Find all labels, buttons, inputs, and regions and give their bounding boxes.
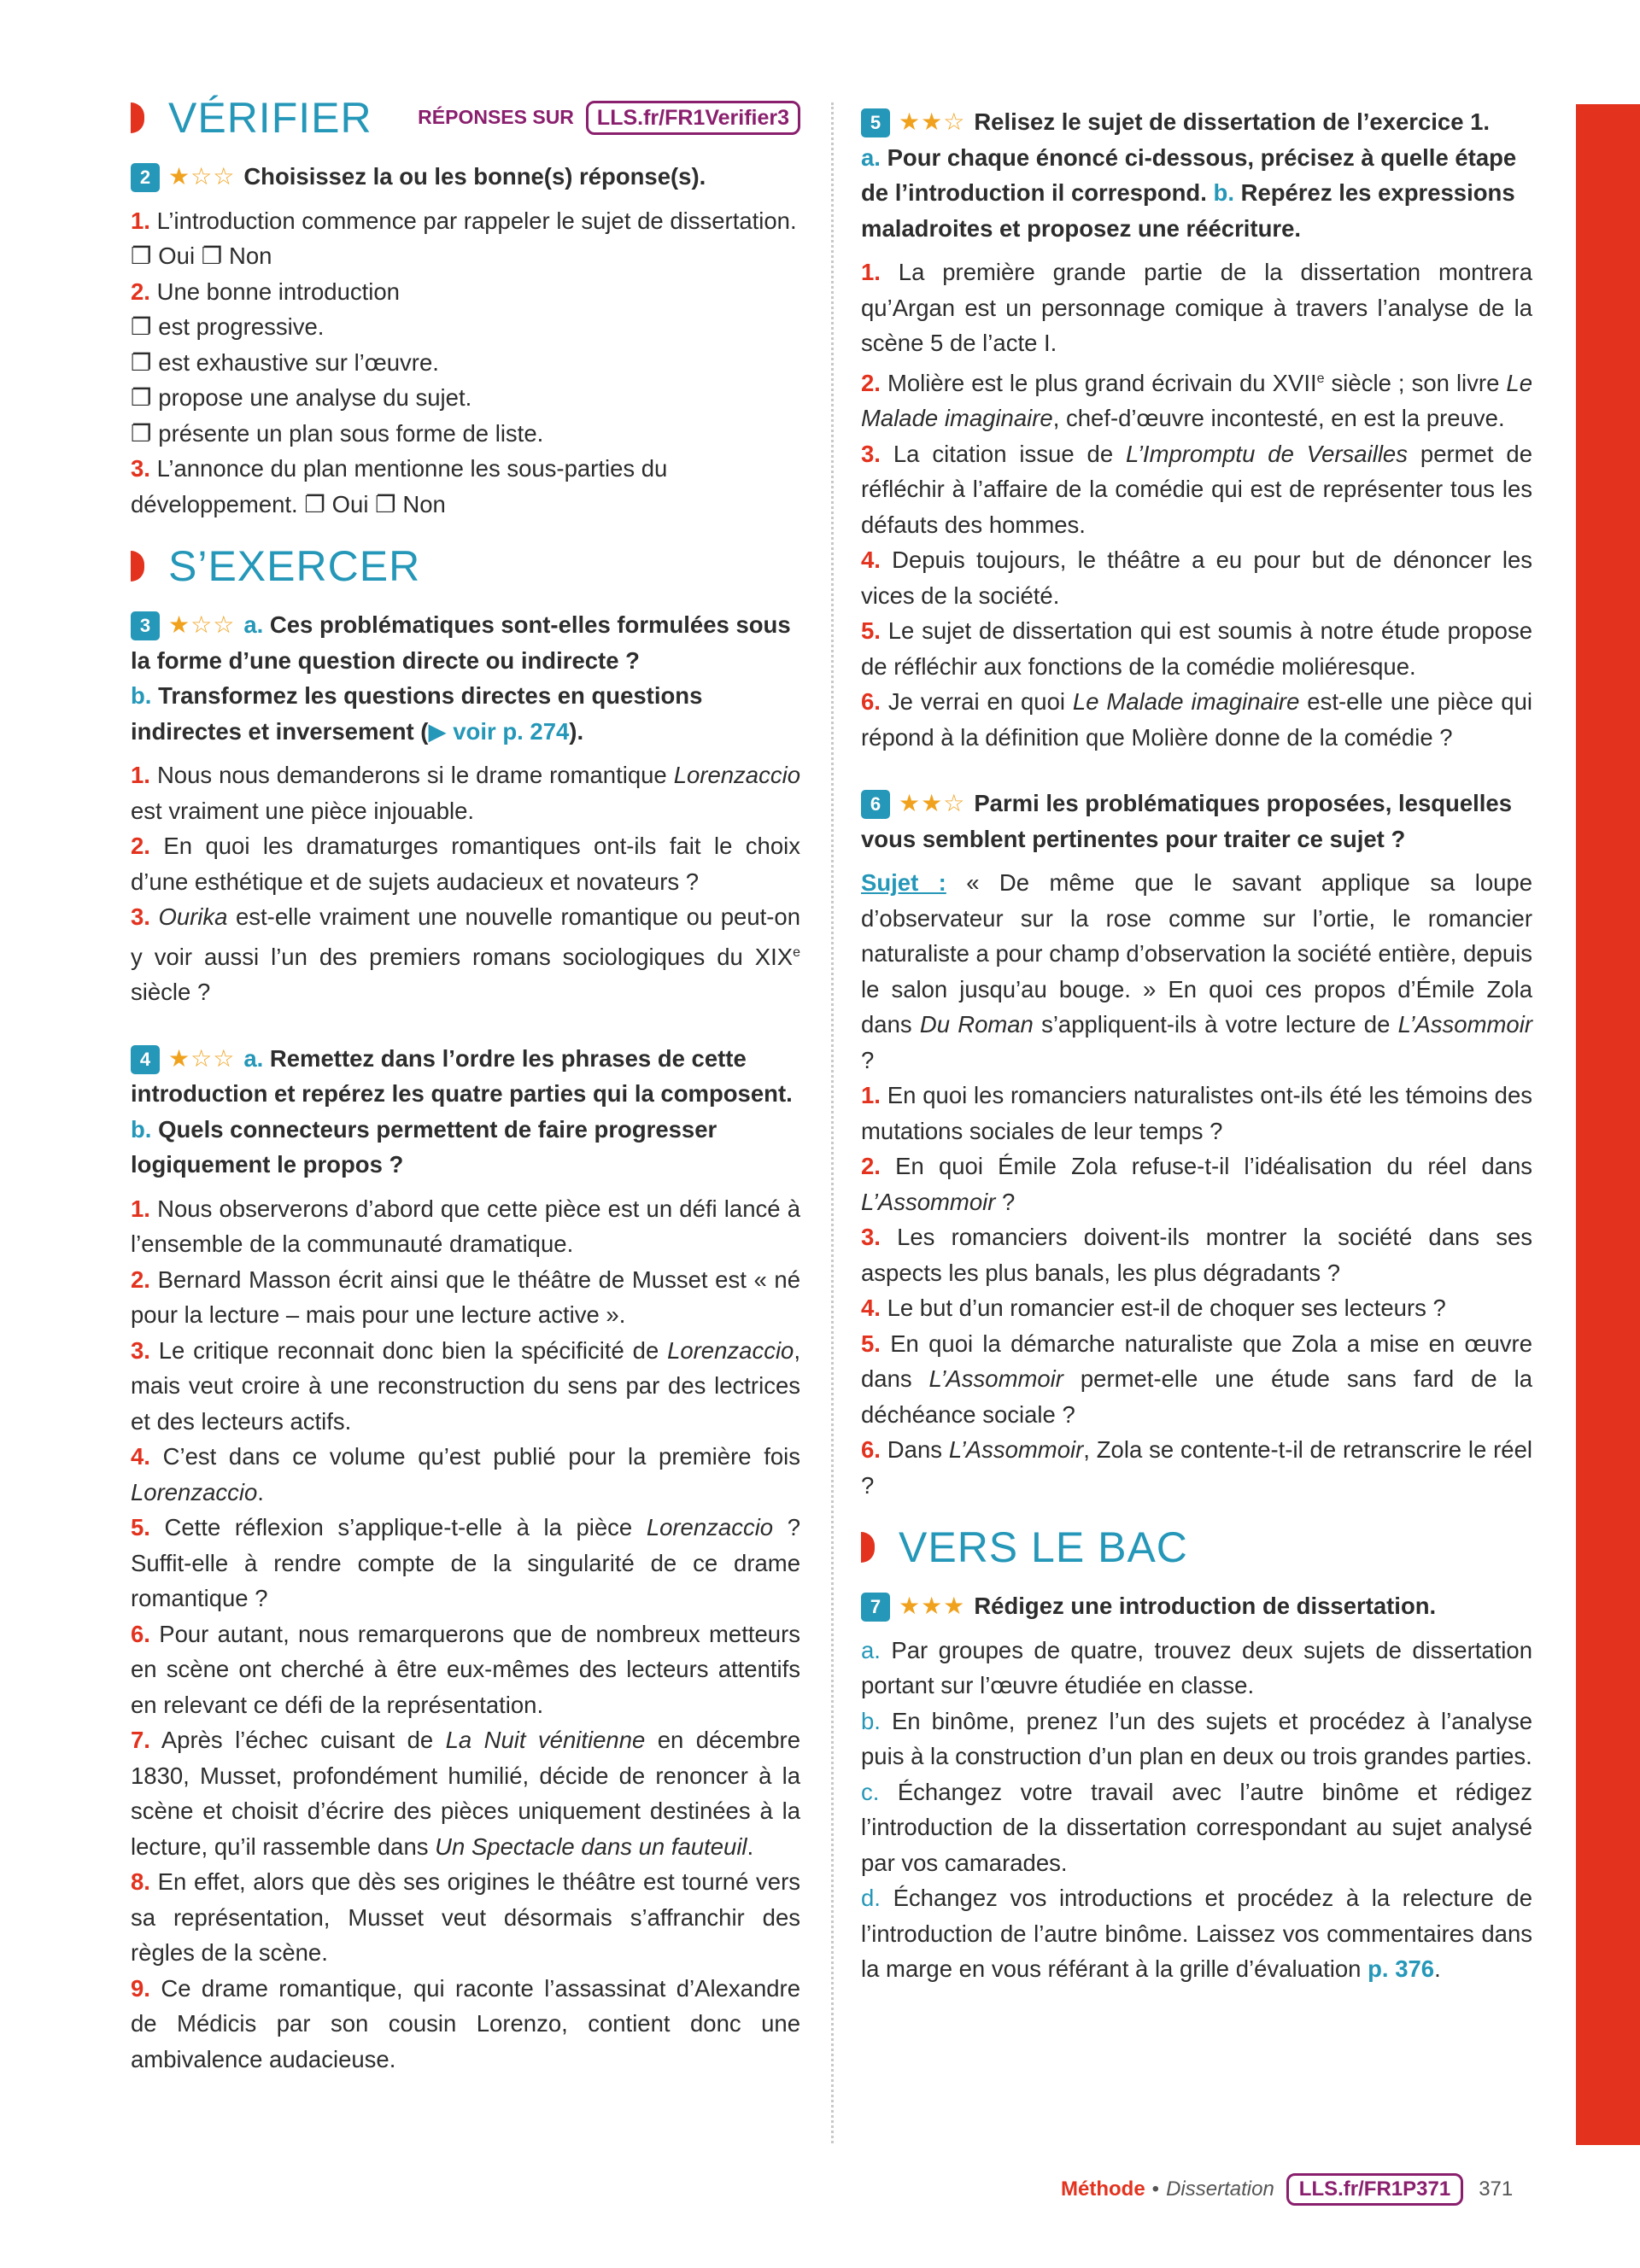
exercise-number-badge: 5: [861, 108, 890, 137]
section-bac-header: [861, 1522, 1532, 1573]
column-divider: [831, 102, 834, 2143]
list-item: 4. Le but d’un romancier est-il de choquer ses lecteurs ?: [861, 1295, 1446, 1322]
page-reference-link[interactable]: p. 376: [1368, 1955, 1435, 1983]
list-item: 8. En effet, alors que dès ses origines le théâtre est tourné vers sa représentation, Musset veut désormais s’affranchir des règles de la scène.: [131, 1868, 801, 1967]
checkbox-option[interactable]: ❐ est progressive.: [131, 313, 325, 340]
exercise-6-header: 6 ★★☆ Parmi les problématiques proposées, lesquelles vous semblent pertinentes pour traiter ce sujet ?: [861, 790, 1512, 852]
page-footer: [1061, 2173, 1513, 2206]
list-item: 4. C’est dans ce volume qu’est publié pour la première fois Lorenzaccio.: [131, 1443, 800, 1505]
list-item: 1. En quoi les romanciers naturalistes ont-ils été les témoins des mutations sociales de leur temps ?: [861, 1082, 1532, 1144]
section-marker-icon: [861, 1532, 875, 1563]
list-item: d. Échangez vos introductions et procédez à la relecture de l’introduction de l’autre binôme. Laissez vos commentaires dans la marge en vous référant à la grille d’évaluation p. 376.: [861, 1885, 1533, 1983]
exercise-number-badge: 6: [861, 790, 890, 819]
list-item: 9. Ce drame romantique, qui raconte l’assassinat d’Alexandre de Médicis par son cousin Lorenzo, contient donc une ambivalence audacieuse.: [131, 1974, 801, 2072]
list-item: 5. Cette réflexion s’applique-t-elle à la pièce Lorenzaccio ? Suffit-elle à rendre compte de la singularité de ce drame romantique ?: [131, 1514, 800, 1612]
reponses-label: RÉPONSES SUR: [418, 106, 574, 129]
list-item: 7. Après l’échec cuisant de La Nuit vénitienne en décembre 1830, Musset, profondément humilié, décide de renoncer à la scène et choisit d’écrire des pièces uniquement destinées à la lecture, qu’il rassemble dans Un Spectacle dans un fauteuil.: [131, 1727, 800, 1860]
list-item: 6. Pour autant, nous remarquerons que de nombreux metteurs en scène ont cherché à être eux-mêmes des lecteurs attentifs en relevant ce défi de la représentation.: [131, 1620, 801, 1718]
list-item: 2. En quoi Émile Zola refuse-t-il l’idéalisation du réel dans L’Assommoir ?: [861, 1153, 1532, 1215]
difficulty-stars-icon: ★☆☆: [168, 163, 236, 190]
difficulty-stars-icon: ★☆☆: [168, 1044, 236, 1072]
question-3: 3. L’annonce du plan mentionne les sous-parties du développement. ❐ Oui ❐ Non: [131, 455, 668, 517]
list-item: 6. Je verrai en quoi Le Malade imaginaire est-elle une pièce qui répond à la définition que Molière donne de la comédie ?: [861, 688, 1533, 751]
difficulty-stars-icon: ★★★: [899, 1593, 966, 1620]
section-exercer-header: [131, 541, 800, 592]
list-item: b. En binôme, prenez l’un des sujets et procédez à l’analyse puis à la construction d’un plan en deux ou trois grandes parties.: [861, 1707, 1532, 1770]
exercise-4-header: 4 ★☆☆ a. Remettez dans l’ordre les phrases de cette introduction et repérez les quatre parties qui la composent. b. Quels connecteurs permettent de faire progresser logiquement le propos ?: [131, 1044, 793, 1178]
list-item: 2. Bernard Masson écrit ainsi que le théâtre de Musset est « né pour la lecture – mais pour une lecture active ».: [131, 1266, 801, 1329]
exercise-5-header: 5 ★★☆ Relisez le sujet de dissertation de l’exercice 1. a. Pour chaque énoncé ci-dessous, précisez à quelle étape de l’introduction il correspond. b. Repérez les expressions maladroites et proposez une réécriture.: [861, 108, 1517, 242]
exercise-number-badge: 3: [131, 611, 160, 640]
footer-methode: Méthode: [1061, 2177, 1145, 2201]
list-item: 1. La première grande partie de la dissertation montrera qu’Argan est un personnage comique à travers l’analyse de la scène 5 de l’acte I.: [861, 259, 1532, 356]
exercise-instruction: Choisissez la ou les bonne(s) réponse(s).: [243, 163, 706, 190]
section-title: VÉRIFIER: [168, 94, 372, 142]
question-1: 1. L’introduction commence par rappeler le sujet de dissertation. ❐ Oui ❐ Non: [131, 207, 797, 269]
section-title: VERS LE BAC: [899, 1523, 1188, 1572]
page-edge-red-band: [1576, 104, 1640, 2145]
section-verifier-header: [131, 92, 800, 143]
list-item: 3. Le critique reconnait donc bien la spécificité de Lorenzaccio, mais veut croire à une reconstruction du sens par des lectrices et des lecteurs actifs.: [131, 1336, 800, 1435]
exercise-number-badge: 7: [861, 1593, 890, 1622]
right-column: [861, 92, 1532, 1987]
list-item: 3. Les romanciers doivent-ils montrer la société dans ses aspects les plus banals, les plus dégradants ?: [861, 1224, 1533, 1286]
list-item: 4. Depuis toujours, le théâtre a eu pour but de dénoncer les vices de la société.: [861, 547, 1532, 609]
sujet-paragraph: Sujet : « De même que le savant applique sa loupe d’observateur sur la rose comme sur l’ortie, le romancier naturaliste a pour champ d’observation la société entière, depuis le salon jusqu’au bouge. » En quoi ces propos d’Émile Zola dans Du Roman s’appliquent-ils à votre lecture de L’Assommoir ?: [861, 869, 1532, 1073]
list-item: 3. La citation issue de L’Impromptu de Versailles permet de réfléchir à l’affaire de la comédie qui est de représenter tous les défauts des hommes.: [861, 440, 1532, 538]
difficulty-stars-icon: ★★☆: [899, 790, 966, 817]
checkbox-option[interactable]: ❐ présente un plan sous forme de liste.: [131, 419, 544, 447]
section-marker-icon: [131, 102, 144, 133]
list-item: 1. Nous observerons d’abord que cette pièce est un défi lancé à l’ensemble de la communauté dramatique.: [131, 1195, 801, 1258]
list-item: 1. Nous nous demanderons si le drame romantique Lorenzaccio est vraiment une pièce injouable.: [131, 762, 800, 824]
question-2: 2. Une bonne introduction: [131, 278, 400, 305]
exercise-number-badge: 4: [131, 1045, 160, 1074]
difficulty-stars-icon: ★★☆: [899, 108, 966, 135]
section-title: S’EXERCER: [168, 542, 421, 590]
left-column: [131, 92, 800, 2077]
section-marker-icon: [131, 551, 144, 582]
exercise-7-header: 7 ★★★ Rédigez une introduction de dissertation.: [861, 1588, 1532, 1624]
footer-link[interactable]: LLS.fr/FR1P371: [1286, 2173, 1463, 2206]
reponses-link[interactable]: LLS.fr/FR1Verifier3: [586, 101, 800, 135]
list-item: a. Par groupes de quatre, trouvez deux sujets de dissertation portant sur l’œuvre étudiée en classe.: [861, 1636, 1533, 1699]
list-item: 2. En quoi les dramaturges romantiques ont-ils fait le choix d’une esthétique et de sujets audacieux et novateurs ?: [131, 833, 800, 895]
checkbox-option[interactable]: ❐ est exhaustive sur l’œuvre.: [131, 348, 439, 376]
list-item: c. Échangez votre travail avec l’autre binôme et rédigez l’introduction de la dissertation correspondant au sujet analysé par vos camarades.: [861, 1778, 1532, 1876]
exercise-2-header: [131, 159, 800, 195]
list-item: 2. Molière est le plus grand écrivain du XVIIe siècle ; son livre Le Malade imaginaire, chef-d’œuvre incontesté, en est la preuve.: [861, 369, 1533, 432]
page-number: 371: [1479, 2177, 1514, 2201]
exercise-3-header: 3 ★☆☆ a. Ces problématiques sont-elles formulées sous la forme d’une question directe ou indirecte ? b. Transformez les questions directes en questions indirectes et inversement (▶ voir p. 274).: [131, 611, 791, 745]
list-item: 3. Ourika est-elle vraiment une nouvelle romantique ou peut-on y voir aussi l’un des premiers romans sociologiques du XIXe siècle ?: [131, 903, 801, 1006]
checkbox-option[interactable]: ❐ propose une analyse du sujet.: [131, 384, 472, 411]
exercise-number-badge: 2: [131, 163, 160, 192]
list-item: 6. Dans L’Assommoir, Zola se contente-t-il de retranscrire le réel ?: [861, 1436, 1533, 1499]
footer-discipline: Dissertation: [1166, 2177, 1274, 2201]
page-reference-link[interactable]: ▶ voir p. 274: [428, 717, 570, 745]
difficulty-stars-icon: ★☆☆: [168, 611, 236, 638]
footer-separator: •: [1151, 2177, 1160, 2201]
list-item: 5. En quoi la démarche naturaliste que Zola a mise en œuvre dans L’Assommoir permet-elle une étude sans fard de la déchéance sociale ?: [861, 1330, 1533, 1428]
list-item: 5. Le sujet de dissertation qui est soumis à notre étude propose de réfléchir aux fonctions de la comédie moliéresque.: [861, 617, 1532, 680]
